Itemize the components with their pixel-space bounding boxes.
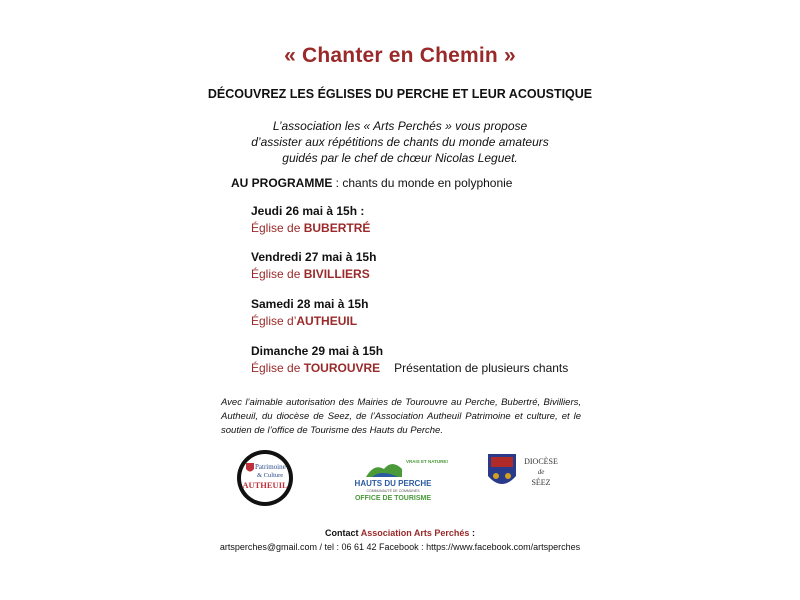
program-text: : chants du monde en polyphonie bbox=[332, 176, 513, 190]
event-item bbox=[251, 343, 568, 377]
event-place-row bbox=[251, 360, 568, 377]
diocese-logo bbox=[486, 452, 562, 496]
event-item bbox=[251, 203, 370, 237]
intro-line: guidés par le chef de chœur Nicolas Leguet. bbox=[282, 151, 518, 165]
autheuil-logo bbox=[236, 449, 294, 507]
hauts-du-perche-logo bbox=[338, 449, 448, 505]
thanks-text: Avec l’aimable autorisation des Mairies de Tourouvre au Perche, Bubertré, Bivilliers, Autheuil, du diocèse de Seez, de l’Association Autheuil Patrimoine et culture, et le soutien de l’office de Tourisme des Hauts du Perche. bbox=[221, 397, 581, 436]
hdp-sub: COMMUNAUTÉ DE COMMUNES bbox=[366, 489, 420, 493]
event-item bbox=[251, 249, 376, 283]
autheuil-line3: AUTHEUIL bbox=[242, 480, 288, 490]
intro-line: d’assister aux répétitions de chants du monde amateurs bbox=[251, 135, 549, 149]
diocese-line2: de bbox=[537, 468, 545, 476]
event-extra: Présentation de plusieurs chants bbox=[394, 361, 569, 375]
program-line bbox=[231, 176, 512, 190]
diocese-line3: SÉEZ bbox=[531, 478, 551, 487]
event-place: Église de BUBERTRÉ bbox=[251, 221, 371, 235]
event-date: Jeudi 26 mai à 15h : bbox=[251, 204, 365, 218]
event-item bbox=[251, 296, 368, 330]
event-place: Église de TOUROUVRE bbox=[251, 361, 381, 375]
page-subtitle: DÉCOUVREZ LES ÉGLISES DU PERCHE ET LEUR ACOUSTIQUE bbox=[207, 87, 593, 101]
event-date: Dimanche 29 mai à 15h bbox=[251, 344, 384, 358]
event-place: Église de BIVILLIERS bbox=[251, 267, 370, 281]
autheuil-line2: & Culture bbox=[257, 472, 284, 479]
autheuil-line1: Patrimoine bbox=[255, 463, 286, 471]
contact-block bbox=[0, 526, 800, 554]
event-date: Samedi 28 mai à 15h bbox=[251, 297, 369, 311]
event-date: Vendredi 27 mai à 15h bbox=[251, 250, 377, 264]
hdp-tag: VRAIS ET NATURES ! bbox=[406, 459, 448, 464]
hdp-office: OFFICE DE TOURISME bbox=[354, 495, 432, 502]
event-place: Église d’AUTHEUIL bbox=[251, 314, 358, 328]
intro-line: L’association les « Arts Perchés » vous propose bbox=[272, 119, 528, 133]
intro-text bbox=[0, 118, 800, 166]
contact-line: Contact Association Arts Perchés : bbox=[325, 528, 475, 538]
hdp-name: HAUTS DU PERCHE bbox=[354, 479, 432, 488]
contact-details: artsperches@gmail.com / tel : 06 61 42 Facebook : https://www.facebook.com/artsperches bbox=[219, 542, 581, 552]
diocese-line1: DIOCÈSE bbox=[524, 457, 558, 466]
page-title: « Chanter en Chemin » bbox=[284, 44, 516, 67]
program-label: AU PROGRAMME bbox=[231, 176, 333, 190]
